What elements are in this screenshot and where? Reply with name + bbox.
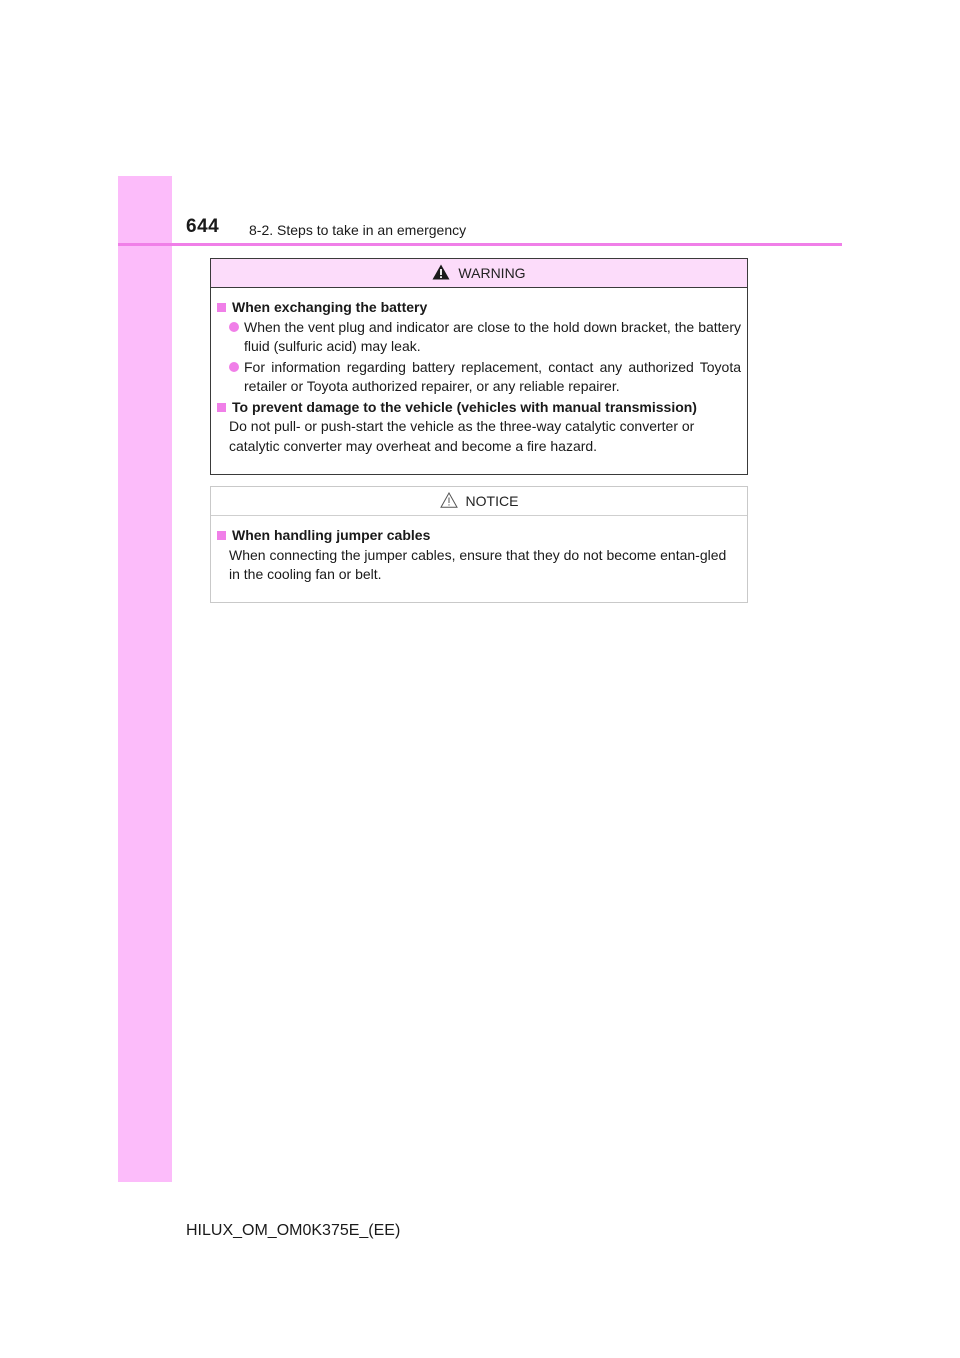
footer-doc-code: HILUX_OM_OM0K375E_(EE)	[186, 1222, 401, 1239]
warning-box	[210, 258, 748, 475]
notice-paragraph-jumper-cables: When connecting the jumper cables, ensure that they do not become entan-gled in the cooling fan or belt.	[229, 546, 727, 582]
warning-box-body	[211, 288, 747, 456]
page-number: 644	[186, 216, 220, 237]
round-bullet-icon	[229, 362, 239, 372]
section-title: 8-2. Steps to take in an emergency	[249, 222, 467, 238]
square-bullet-icon	[217, 303, 226, 312]
warning-label: WARNING	[458, 265, 526, 281]
square-bullet-icon	[217, 531, 226, 540]
heading-text: To prevent damage to the vehicle (vehicles with manual transmission)	[232, 398, 697, 415]
heading-text: When exchanging the battery	[232, 299, 428, 315]
notice-triangle-icon	[440, 492, 458, 508]
warning-bullet-vent-plug	[217, 318, 741, 357]
header-rule	[118, 243, 842, 246]
warning-triangle-icon	[432, 264, 450, 280]
warning-heading-battery	[217, 298, 741, 318]
notice-box	[210, 486, 748, 603]
notice-box-header	[211, 487, 747, 516]
square-bullet-icon	[217, 403, 226, 412]
heading-text: When handling jumper cables	[232, 527, 431, 543]
side-color-band	[118, 176, 172, 1182]
notice-box-body	[211, 516, 747, 585]
warning-paragraph-push-start: Do not pull- or push-start the vehicle as the three-way catalytic converter or catalytic converter may overheat and become a fire hazard.	[229, 418, 695, 454]
bullet-text: When the vent plug and indicator are close to the hold down bracket, the battery fluid (sulfuric acid) may leak.	[244, 318, 741, 354]
notice-heading-jumper-cables	[217, 526, 741, 546]
bullet-text: For information regarding battery replacement, contact any authorized Toyota retailer or Toyota authorized repairer, or any reliable repairer.	[244, 358, 741, 394]
warning-bullet-replacement-info	[217, 358, 741, 397]
round-bullet-icon	[229, 322, 239, 332]
warning-box-header	[211, 259, 747, 288]
warning-heading-prevent-damage	[217, 398, 741, 418]
notice-label: NOTICE	[465, 493, 519, 509]
